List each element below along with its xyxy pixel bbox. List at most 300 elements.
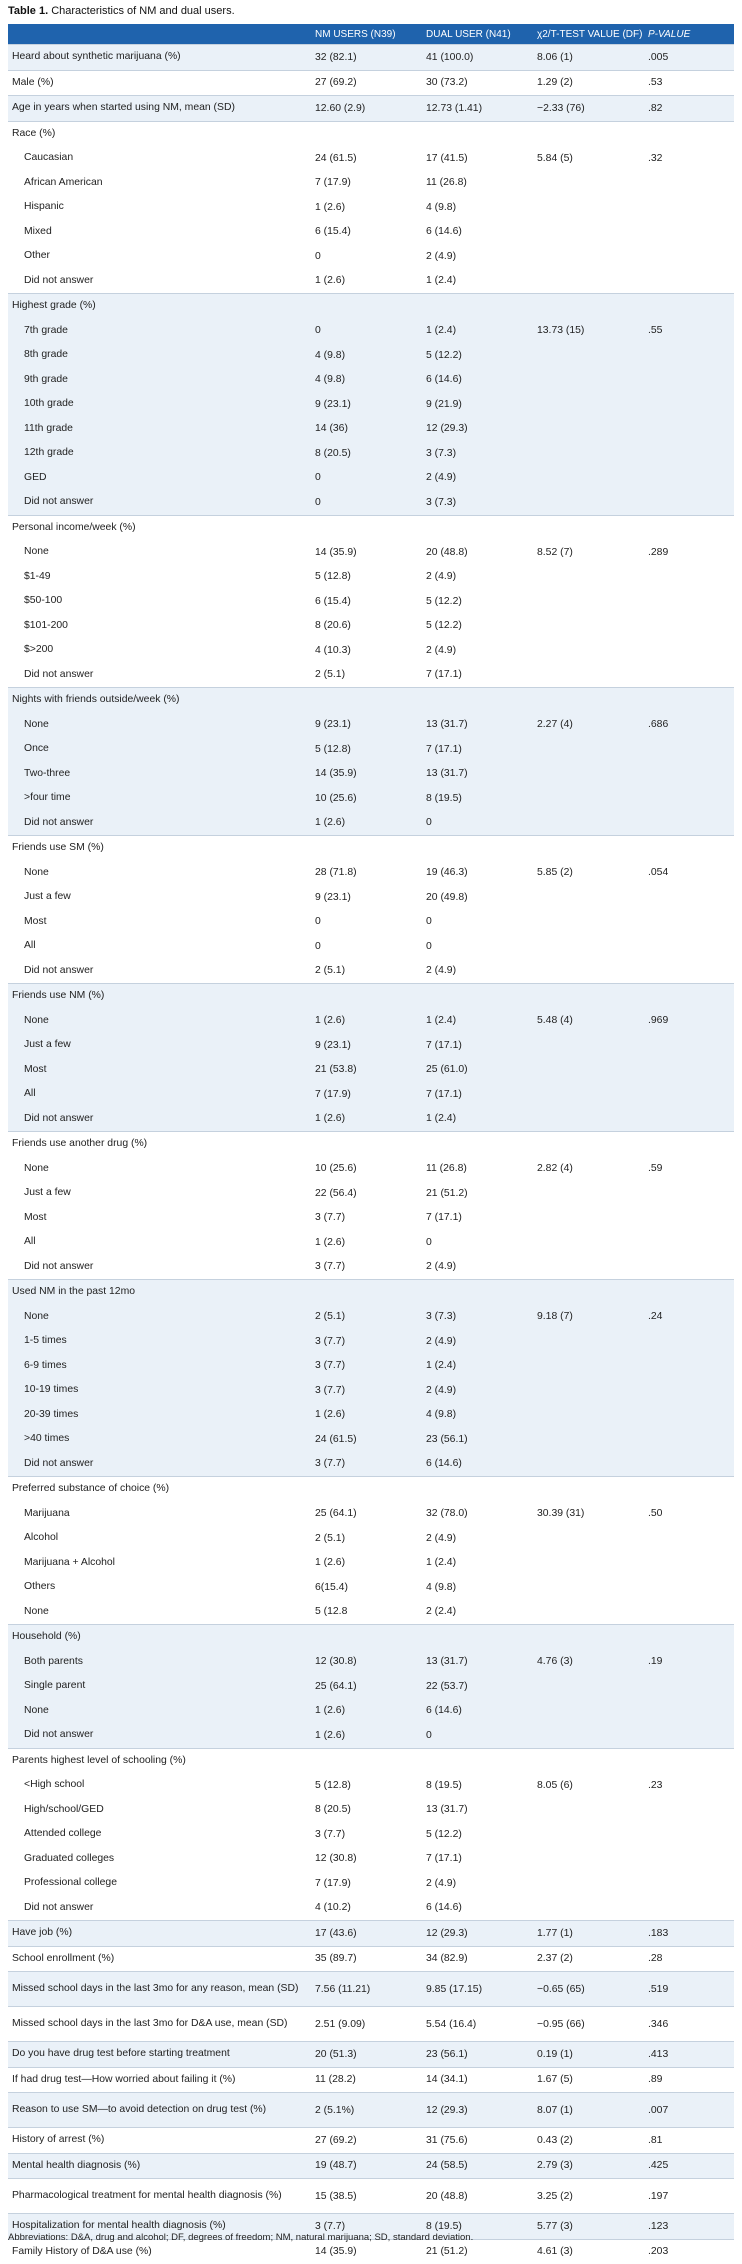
subcategory-row — [8, 1723, 734, 1748]
test-value — [533, 490, 644, 515]
subcategory-row — [8, 1773, 734, 1798]
test-value — [533, 1403, 644, 1428]
dual-user-value: 2 (4.9) — [422, 1378, 533, 1403]
dual-user-value: 20 (48.8) — [422, 540, 533, 565]
nm-users-value: 3 (7.7) — [311, 1452, 422, 1477]
subcategory-row — [8, 1427, 734, 1452]
test-value — [533, 1600, 644, 1625]
row-label: Did not answer — [8, 490, 311, 515]
row-label: Did not answer — [8, 1896, 311, 1921]
nm-users-value: 9 (23.1) — [311, 392, 422, 417]
p-value: .89 — [644, 2067, 734, 2093]
row-label: Just a few — [8, 1181, 311, 1206]
nm-users-value: 1 (2.6) — [311, 195, 422, 220]
dual-user-value: 3 (7.3) — [422, 441, 533, 466]
test-value — [533, 1378, 644, 1403]
nm-users-value: 7 (17.9) — [311, 1082, 422, 1107]
row-label: Have job (%) — [8, 1921, 311, 1947]
test-value — [533, 220, 644, 245]
dual-user-value: 0 — [422, 811, 533, 836]
p-value — [644, 1871, 734, 1896]
dual-user-value: 23 (56.1) — [422, 1427, 533, 1452]
subcategory-row — [8, 959, 734, 984]
p-value — [644, 1723, 734, 1748]
row-label: Both parents — [8, 1650, 311, 1675]
test-value: −0.65 (65) — [533, 1972, 644, 2007]
group-header-row — [8, 836, 734, 861]
row-label: 12th grade — [8, 441, 311, 466]
row-label: None — [8, 540, 311, 565]
row-label: Other — [8, 244, 311, 269]
nm-users-value: 20 (51.3) — [311, 2042, 422, 2068]
row-label: Others — [8, 1575, 311, 1600]
row-label: >40 times — [8, 1427, 311, 1452]
dual-user-value: 5 (12.2) — [422, 614, 533, 639]
table-row — [8, 2067, 734, 2093]
p-value: .005 — [644, 45, 734, 71]
nm-users-value: 3 (7.7) — [311, 1206, 422, 1231]
dual-user-value: 3 (7.3) — [422, 490, 533, 515]
dual-user-value: 22 (53.7) — [422, 1674, 533, 1699]
nm-users-value: 2 (5.1) — [311, 663, 422, 688]
dual-user-value — [422, 515, 533, 540]
row-label: Household (%) — [8, 1625, 311, 1650]
test-value — [533, 934, 644, 959]
nm-users-value: 0 — [311, 319, 422, 344]
dual-user-value — [422, 688, 533, 713]
nm-users-value: 5 (12.8) — [311, 1773, 422, 1798]
nm-users-value: 14 (35.9) — [311, 540, 422, 565]
p-value — [644, 417, 734, 442]
subcategory-row — [8, 713, 734, 738]
nm-users-value: 1 (2.6) — [311, 1723, 422, 1748]
nm-users-value: 9 (23.1) — [311, 1033, 422, 1058]
test-value — [533, 910, 644, 935]
p-value — [644, 762, 734, 787]
nm-users-value: 3 (7.7) — [311, 1329, 422, 1354]
table-row — [8, 96, 734, 122]
group-header-row — [8, 1280, 734, 1305]
row-label: Professional college — [8, 1871, 311, 1896]
header-dual-user: DUAL USER (N41) — [422, 24, 533, 45]
p-value — [644, 1132, 734, 1157]
subcategory-row — [8, 392, 734, 417]
dual-user-value: 6 (14.6) — [422, 1896, 533, 1921]
test-value: 1.77 (1) — [533, 1921, 644, 1947]
nm-users-value: 27 (69.2) — [311, 70, 422, 96]
row-label: Missed school days in the last 3mo for any reason, mean (SD) — [8, 1972, 311, 2007]
test-value — [533, 1551, 644, 1576]
row-label: Family History of D&A use (%) — [8, 2239, 311, 2264]
subcategory-row — [8, 244, 734, 269]
group-header-row — [8, 515, 734, 540]
nm-users-value: 0 — [311, 910, 422, 935]
row-label: 10th grade — [8, 392, 311, 417]
nm-users-value: 3 (7.7) — [311, 1255, 422, 1280]
row-label: $101-200 — [8, 614, 311, 639]
test-value: 2.79 (3) — [533, 2153, 644, 2179]
row-label: None — [8, 1305, 311, 1330]
nm-users-value: 0 — [311, 466, 422, 491]
row-label: Highest grade (%) — [8, 294, 311, 319]
test-value: 9.18 (7) — [533, 1305, 644, 1330]
row-label: If had drug test—How worried about failing it (%) — [8, 2067, 311, 2093]
p-value — [644, 343, 734, 368]
nm-users-value: 22 (56.4) — [311, 1181, 422, 1206]
p-value — [644, 638, 734, 663]
row-label: Pharmacological treatment for mental health diagnosis (%) — [8, 2179, 311, 2214]
p-value — [644, 811, 734, 836]
dual-user-value: 21 (51.2) — [422, 1181, 533, 1206]
subcategory-row — [8, 1674, 734, 1699]
test-value — [533, 343, 644, 368]
table-row — [8, 1946, 734, 1972]
row-label: Most — [8, 1058, 311, 1083]
dual-user-value: 0 — [422, 934, 533, 959]
row-label: Male (%) — [8, 70, 311, 96]
test-value — [533, 811, 644, 836]
nm-users-value: 8 (20.5) — [311, 441, 422, 466]
table-row — [8, 2153, 734, 2179]
nm-users-value: 7 (17.9) — [311, 1871, 422, 1896]
row-label: $50-100 — [8, 589, 311, 614]
test-value — [533, 1255, 644, 1280]
p-value — [644, 1847, 734, 1872]
subcategory-row — [8, 1600, 734, 1625]
table-row — [8, 2007, 734, 2042]
table-row — [8, 45, 734, 71]
test-value — [533, 614, 644, 639]
subcategory-row — [8, 343, 734, 368]
row-label: None — [8, 713, 311, 738]
p-value: .19 — [644, 1650, 734, 1675]
p-value — [644, 1378, 734, 1403]
row-label: School enrollment (%) — [8, 1946, 311, 1972]
dual-user-value: 1 (2.4) — [422, 1107, 533, 1132]
dual-user-value: 4 (9.8) — [422, 1575, 533, 1600]
subcategory-row — [8, 220, 734, 245]
nm-users-value: 3 (7.7) — [311, 2214, 422, 2240]
nm-users-value: 9 (23.1) — [311, 713, 422, 738]
p-value — [644, 269, 734, 294]
subcategory-row — [8, 1033, 734, 1058]
test-value — [533, 1354, 644, 1379]
test-value: 4.76 (3) — [533, 1650, 644, 1675]
test-value — [533, 663, 644, 688]
test-value — [533, 1526, 644, 1551]
p-value — [644, 1477, 734, 1502]
row-label: Mixed — [8, 220, 311, 245]
subcategory-row — [8, 1058, 734, 1083]
subcategory-row — [8, 1230, 734, 1255]
p-value: .23 — [644, 1773, 734, 1798]
test-value — [533, 762, 644, 787]
nm-users-value: 1 (2.6) — [311, 1230, 422, 1255]
p-value: .289 — [644, 540, 734, 565]
subcategory-row — [8, 1896, 734, 1921]
p-value — [644, 1329, 734, 1354]
subcategory-row — [8, 1452, 734, 1477]
nm-users-value — [311, 688, 422, 713]
row-label: Race (%) — [8, 121, 311, 146]
subcategory-row — [8, 786, 734, 811]
dual-user-value: 6 (14.6) — [422, 368, 533, 393]
test-value — [533, 417, 644, 442]
p-value — [644, 1822, 734, 1847]
subcategory-row — [8, 1403, 734, 1428]
dual-user-value: 20 (49.8) — [422, 885, 533, 910]
test-value — [533, 1280, 644, 1305]
p-value: .203 — [644, 2239, 734, 2264]
test-value: 8.06 (1) — [533, 45, 644, 71]
dual-user-value: 20 (48.8) — [422, 2179, 533, 2214]
table-row — [8, 2093, 734, 2128]
p-value — [644, 1600, 734, 1625]
test-value — [533, 1082, 644, 1107]
row-label: Did not answer — [8, 1255, 311, 1280]
nm-users-value: 2.51 (9.09) — [311, 2007, 422, 2042]
row-label: Two-three — [8, 762, 311, 787]
nm-users-value: 6 (15.4) — [311, 589, 422, 614]
table-row — [8, 1972, 734, 2007]
dual-user-value: 2 (4.9) — [422, 1871, 533, 1896]
nm-users-value — [311, 1748, 422, 1773]
test-value — [533, 515, 644, 540]
nm-users-value: 1 (2.6) — [311, 1699, 422, 1724]
row-label: Single parent — [8, 1674, 311, 1699]
test-value: 3.25 (2) — [533, 2179, 644, 2214]
nm-users-value: 12 (30.8) — [311, 1650, 422, 1675]
p-value: .425 — [644, 2153, 734, 2179]
dual-user-value — [422, 1748, 533, 1773]
p-value — [644, 1748, 734, 1773]
subcategory-row — [8, 441, 734, 466]
test-value — [533, 638, 644, 663]
p-value — [644, 565, 734, 590]
test-value — [533, 688, 644, 713]
nm-users-value: 6(15.4) — [311, 1575, 422, 1600]
nm-users-value: 25 (64.1) — [311, 1674, 422, 1699]
table-number: Table 1. — [8, 5, 48, 17]
nm-users-value: 4 (9.8) — [311, 343, 422, 368]
subcategory-row — [8, 1305, 734, 1330]
subcategory-row — [8, 1575, 734, 1600]
test-value: 5.85 (2) — [533, 861, 644, 886]
header-p-value: P-VALUE — [644, 24, 734, 45]
table-row — [8, 1921, 734, 1947]
p-value — [644, 786, 734, 811]
row-label: Did not answer — [8, 959, 311, 984]
row-label: Marijuana — [8, 1502, 311, 1527]
p-value — [644, 1230, 734, 1255]
dual-user-value: 12 (29.3) — [422, 2093, 533, 2128]
row-label: Missed school days in the last 3mo for D&A use, mean (SD) — [8, 2007, 311, 2042]
subcategory-row — [8, 1871, 734, 1896]
dual-user-value: 2 (4.9) — [422, 1255, 533, 1280]
test-value — [533, 1477, 644, 1502]
p-value — [644, 1699, 734, 1724]
row-label: Alcohol — [8, 1526, 311, 1551]
test-value — [533, 1033, 644, 1058]
nm-users-value: 10 (25.6) — [311, 786, 422, 811]
dual-user-value: 2 (4.9) — [422, 1526, 533, 1551]
p-value — [644, 490, 734, 515]
nm-users-value: 19 (48.7) — [311, 2153, 422, 2179]
row-label: All — [8, 1230, 311, 1255]
test-value: 5.77 (3) — [533, 2214, 644, 2240]
row-label: 7th grade — [8, 319, 311, 344]
p-value — [644, 244, 734, 269]
p-value — [644, 1452, 734, 1477]
row-label: All — [8, 1082, 311, 1107]
p-value — [644, 1551, 734, 1576]
p-value — [644, 441, 734, 466]
subcategory-row — [8, 663, 734, 688]
subcategory-row — [8, 1551, 734, 1576]
row-label: $>200 — [8, 638, 311, 663]
dual-user-value: 2 (4.9) — [422, 244, 533, 269]
nm-users-value: 25 (64.1) — [311, 1502, 422, 1527]
test-value — [533, 959, 644, 984]
row-label: <High school — [8, 1773, 311, 1798]
dual-user-value: 4 (9.8) — [422, 195, 533, 220]
p-value — [644, 1107, 734, 1132]
dual-user-value: 12 (29.3) — [422, 1921, 533, 1947]
row-label: Marijuana + Alcohol — [8, 1551, 311, 1576]
nm-users-value: 0 — [311, 490, 422, 515]
p-value — [644, 1403, 734, 1428]
test-value — [533, 1871, 644, 1896]
p-value: .519 — [644, 1972, 734, 2007]
test-value — [533, 1699, 644, 1724]
dual-user-value: 7 (17.1) — [422, 1082, 533, 1107]
row-label: Nights with friends outside/week (%) — [8, 688, 311, 713]
dual-user-value: 9.85 (17.15) — [422, 1972, 533, 2007]
nm-users-value: 5 (12.8) — [311, 737, 422, 762]
p-value: .50 — [644, 1502, 734, 1527]
dual-user-value: 11 (26.8) — [422, 1157, 533, 1182]
nm-users-value: 4 (10.2) — [311, 1896, 422, 1921]
subcategory-row — [8, 1699, 734, 1724]
row-label: Most — [8, 1206, 311, 1231]
nm-users-value: 0 — [311, 934, 422, 959]
dual-user-value: 2 (4.9) — [422, 638, 533, 663]
nm-users-value — [311, 1280, 422, 1305]
p-value — [644, 737, 734, 762]
dual-user-value: 13 (31.7) — [422, 762, 533, 787]
dual-user-value: 31 (75.6) — [422, 2128, 533, 2154]
row-label: Personal income/week (%) — [8, 515, 311, 540]
test-value: 0.19 (1) — [533, 2042, 644, 2068]
nm-users-value — [311, 121, 422, 146]
p-value: .55 — [644, 319, 734, 344]
group-header-row — [8, 294, 734, 319]
test-value: 1.67 (5) — [533, 2067, 644, 2093]
test-value — [533, 885, 644, 910]
row-label: Did not answer — [8, 663, 311, 688]
nm-users-value: 1 (2.6) — [311, 1403, 422, 1428]
p-value: .197 — [644, 2179, 734, 2214]
test-value — [533, 1674, 644, 1699]
subcategory-row — [8, 1009, 734, 1034]
row-label: Friends use another drug (%) — [8, 1132, 311, 1157]
dual-user-value: 2 (4.9) — [422, 1329, 533, 1354]
test-value — [533, 392, 644, 417]
nm-users-value: 14 (36) — [311, 417, 422, 442]
row-label: Hispanic — [8, 195, 311, 220]
row-label: Just a few — [8, 1033, 311, 1058]
row-label: 10-19 times — [8, 1378, 311, 1403]
row-label: Once — [8, 737, 311, 762]
p-value — [644, 1082, 734, 1107]
row-label: Reason to use SM—to avoid detection on drug test (%) — [8, 2093, 311, 2128]
nm-users-value: 27 (69.2) — [311, 2128, 422, 2154]
subcategory-row — [8, 861, 734, 886]
dual-user-value — [422, 1132, 533, 1157]
nm-users-value — [311, 515, 422, 540]
test-value — [533, 1723, 644, 1748]
subcategory-row — [8, 417, 734, 442]
test-value — [533, 1452, 644, 1477]
subcategory-row — [8, 885, 734, 910]
nm-users-value: 32 (82.1) — [311, 45, 422, 71]
p-value — [644, 1575, 734, 1600]
p-value: .123 — [644, 2214, 734, 2240]
row-label: 8th grade — [8, 343, 311, 368]
p-value — [644, 836, 734, 861]
dual-user-value — [422, 121, 533, 146]
row-label: Did not answer — [8, 1723, 311, 1748]
row-label: History of arrest (%) — [8, 2128, 311, 2154]
row-label: Did not answer — [8, 269, 311, 294]
p-value — [644, 885, 734, 910]
row-label: Mental health diagnosis (%) — [8, 2153, 311, 2179]
dual-user-value: 21 (51.2) — [422, 2239, 533, 2264]
table-footnote: Abbreviations: D&A, drug and alcohol; DF, degrees of freedom; NM, natural marijuana; SD, standard deviation. — [8, 2232, 473, 2243]
nm-users-value: 24 (61.5) — [311, 146, 422, 171]
dual-user-value — [422, 984, 533, 1009]
table-row — [8, 70, 734, 96]
test-value: 8.07 (1) — [533, 2093, 644, 2128]
dual-user-value: 7 (17.1) — [422, 663, 533, 688]
p-value — [644, 910, 734, 935]
row-label: 1-5 times — [8, 1329, 311, 1354]
subcategory-row — [8, 1329, 734, 1354]
subcategory-row — [8, 589, 734, 614]
p-value — [644, 220, 734, 245]
p-value: .82 — [644, 96, 734, 122]
dual-user-value — [422, 1625, 533, 1650]
p-value — [644, 959, 734, 984]
nm-users-value: 1 (2.6) — [311, 269, 422, 294]
dual-user-value: 2 (4.9) — [422, 466, 533, 491]
row-label: None — [8, 1600, 311, 1625]
dual-user-value: 12.73 (1.41) — [422, 96, 533, 122]
row-label: None — [8, 1157, 311, 1182]
dual-user-value: 19 (46.3) — [422, 861, 533, 886]
dual-user-value: 6 (14.6) — [422, 1452, 533, 1477]
p-value: .007 — [644, 2093, 734, 2128]
subcategory-row — [8, 1798, 734, 1823]
subcategory-row — [8, 1378, 734, 1403]
row-label: Attended college — [8, 1822, 311, 1847]
row-label: 11th grade — [8, 417, 311, 442]
p-value: .53 — [644, 70, 734, 96]
nm-users-value: 4 (10.3) — [311, 638, 422, 663]
nm-users-value — [311, 1477, 422, 1502]
row-label: None — [8, 1009, 311, 1034]
test-value: 0.43 (2) — [533, 2128, 644, 2154]
